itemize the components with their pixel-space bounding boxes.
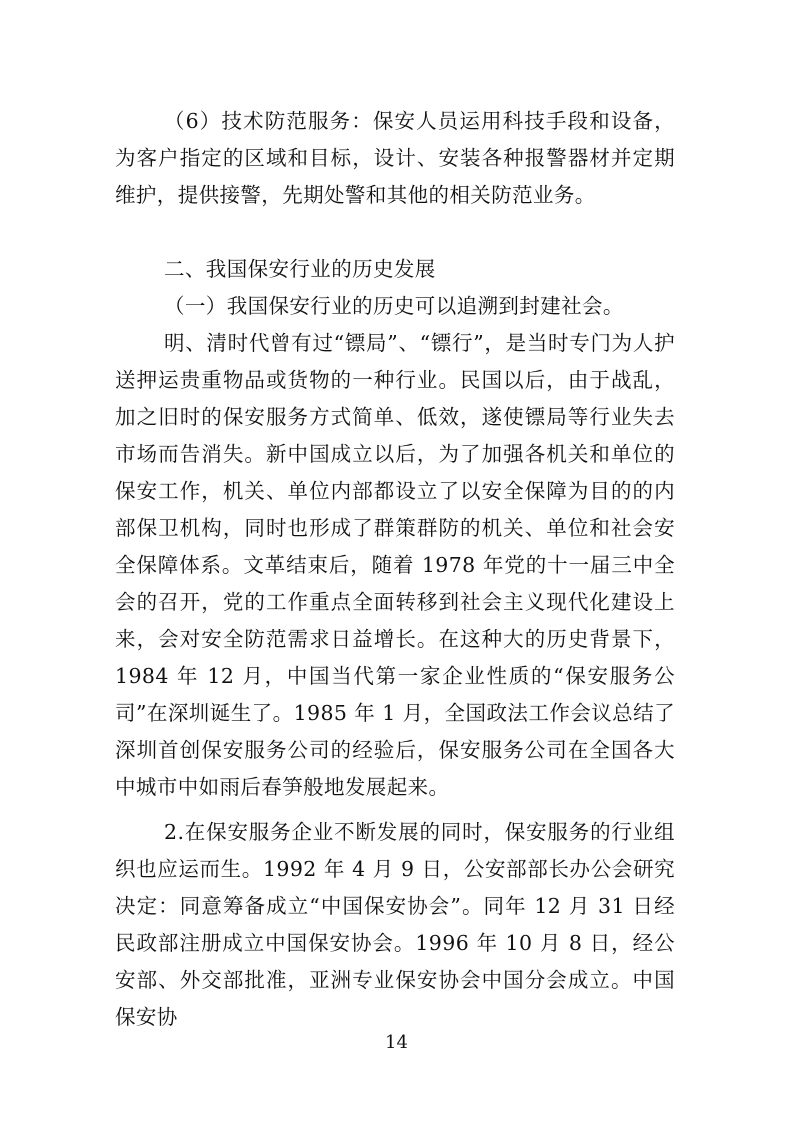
paragraph-history: 明、清时代曾有过“镖局”、“镖行”，是当时专门为人护送押运贵重物品或货物的一种行业。民国以后，由于战乱，加之旧时的保安服务方式简单、低效，遂使镖局等行业失去市场而告消失。新中国成立以后，为了加强各机关和单位的保安工作，机关、单位内部都设立了以安全保障为目的的内部保卫机构，同时也形成了群策群防的机关、单位和社会安全保障体系。文革结束后，随着 1978 年党的十一届三中全会的召开，党的工作重点全面转移到社会主义现代化建设上来，会对安全防范需求日益增长。在这种大的历史背景下，1984 年 12 月，中国当代第一家企业性质的“保安服务公司”在深圳诞生了。1985 年 1 月，全国政法工作会议总结了深圳首创保安服务公司的经验后，保安服务公司在全国各大中城市中如雨后春笋般地发展起来。 [115, 331, 675, 799]
section-heading: 二、我国保安行业的历史发展 [164, 257, 436, 281]
subsection-heading: （一）我国保安行业的历史可以追溯到封建社会。 [164, 294, 624, 318]
paragraph-tech-prevention: （6）技术防范服务：保安人员运用科技手段和设备，为客户指定的区域和目标，设计、安装各种报警器材并定期维护，提供接警，先期处警和其他的相关防范业务。 [115, 109, 675, 207]
paragraph-association: 2.在保安服务企业不断发展的同时，保安服务的行业组织也应运而生。1992 年 4 月 9 日，公安部部长办公会研究决定：同意筹备成立“中国保安协会”。同年 12 月 31 日经民政部注册成立中国保安协会。1996 年 10 月 8 日，经公安部、外交部批准，亚洲专业保安协会中国分会成立。中国保安协 [115, 820, 675, 1029]
page-number: 14 [385, 1032, 408, 1053]
